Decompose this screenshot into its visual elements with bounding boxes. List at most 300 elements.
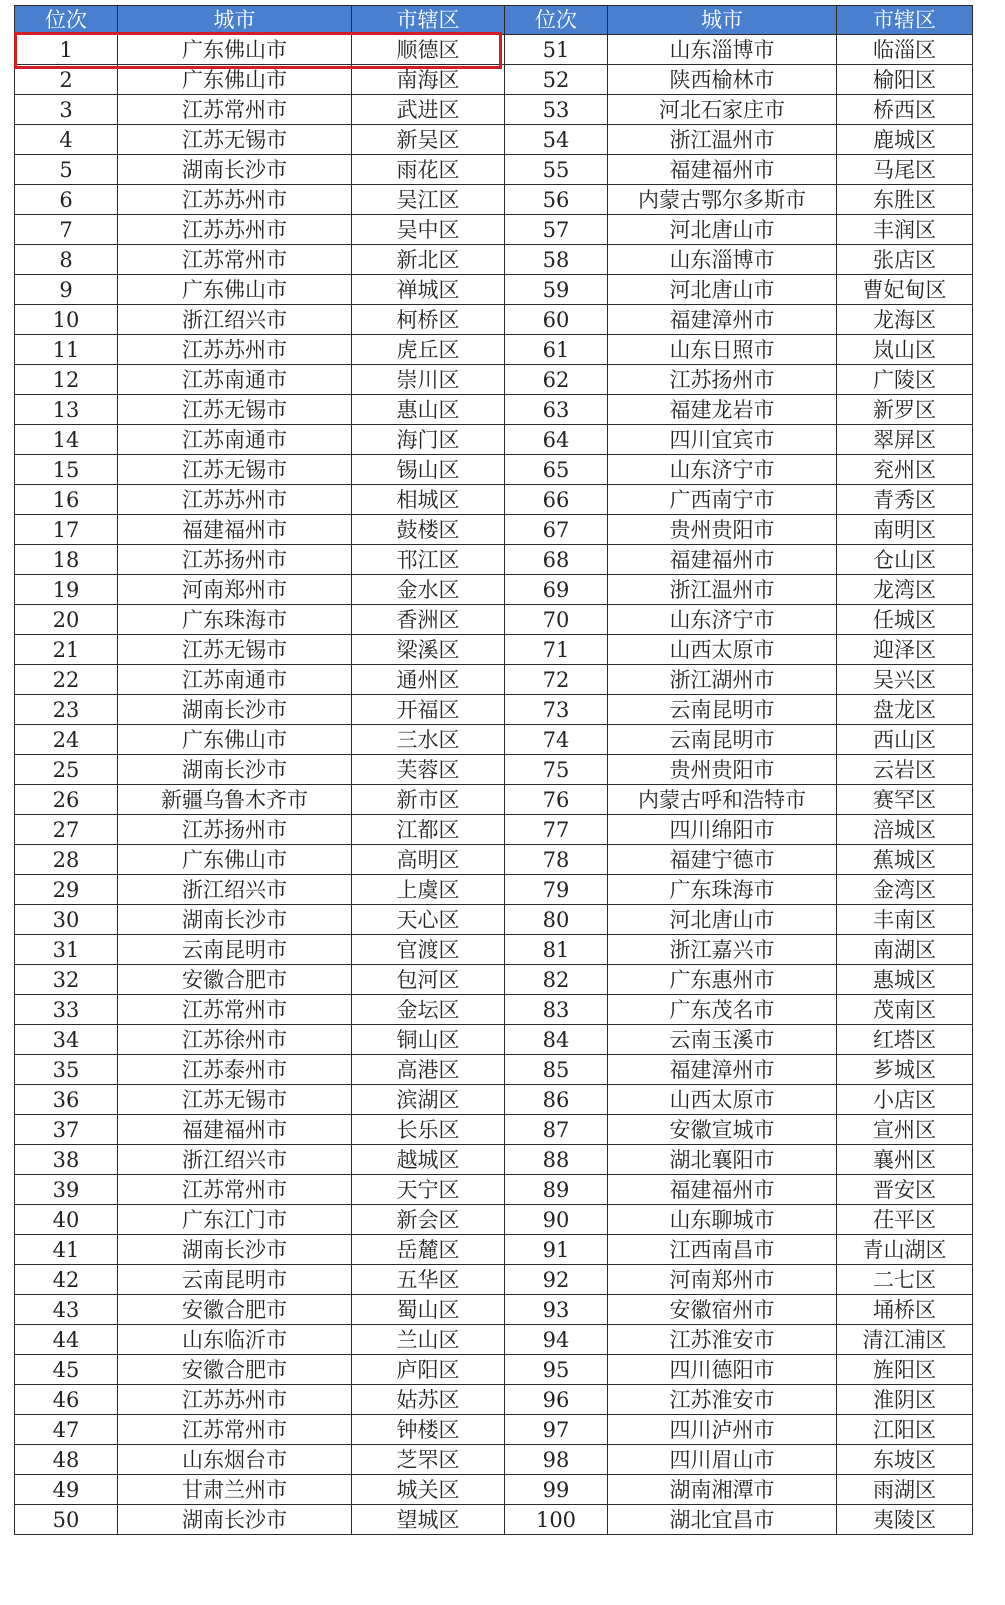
district-cell: 官渡区 <box>352 935 505 965</box>
rank-cell: 10 <box>15 305 118 335</box>
rank-cell: 92 <box>505 1265 608 1295</box>
rank-cell: 57 <box>505 215 608 245</box>
district-cell: 吴江区 <box>352 185 505 215</box>
district-cell: 金湾区 <box>837 875 973 905</box>
table-row <box>15 845 973 875</box>
rank-cell: 26 <box>15 785 118 815</box>
city-cell: 江苏徐州市 <box>118 1025 352 1055</box>
city-cell: 湖南长沙市 <box>118 695 352 725</box>
city-cell: 江苏常州市 <box>118 1175 352 1205</box>
district-cell: 天心区 <box>352 905 505 935</box>
district-cell: 东胜区 <box>837 185 973 215</box>
table-row <box>15 485 973 515</box>
city-cell: 福建福州市 <box>118 515 352 545</box>
rank-cell: 88 <box>505 1145 608 1175</box>
district-cell: 蕉城区 <box>837 845 973 875</box>
city-cell: 四川德阳市 <box>608 1355 837 1385</box>
district-cell: 任城区 <box>837 605 973 635</box>
district-cell: 兰山区 <box>352 1325 505 1355</box>
rank-cell: 64 <box>505 425 608 455</box>
rank-cell: 79 <box>505 875 608 905</box>
rank-cell: 44 <box>15 1325 118 1355</box>
rank-cell: 18 <box>15 545 118 575</box>
rank-cell: 52 <box>505 65 608 95</box>
rank-cell: 77 <box>505 815 608 845</box>
rank-cell: 5 <box>15 155 118 185</box>
rank-cell: 40 <box>15 1205 118 1235</box>
district-cell: 上虞区 <box>352 875 505 905</box>
rank-cell: 75 <box>505 755 608 785</box>
rank-cell: 91 <box>505 1235 608 1265</box>
city-cell: 广东佛山市 <box>118 725 352 755</box>
district-cell: 岳麓区 <box>352 1235 505 1265</box>
table-row <box>15 305 973 335</box>
header-district-left: 市辖区 <box>352 6 505 35</box>
rank-cell: 90 <box>505 1205 608 1235</box>
district-cell: 旌阳区 <box>837 1355 973 1385</box>
rank-cell: 50 <box>15 1505 118 1535</box>
city-cell: 四川宜宾市 <box>608 425 837 455</box>
district-cell: 包河区 <box>352 965 505 995</box>
district-cell: 新罗区 <box>837 395 973 425</box>
city-cell: 浙江嘉兴市 <box>608 935 837 965</box>
rank-cell: 68 <box>505 545 608 575</box>
district-cell: 吴兴区 <box>837 665 973 695</box>
city-cell: 广东惠州市 <box>608 965 837 995</box>
rank-cell: 1 <box>15 35 118 65</box>
city-cell: 广东茂名市 <box>608 995 837 1025</box>
district-cell: 天宁区 <box>352 1175 505 1205</box>
table-row <box>15 365 973 395</box>
rank-cell: 54 <box>505 125 608 155</box>
city-cell: 福建漳州市 <box>608 305 837 335</box>
table-row <box>15 1265 973 1295</box>
city-cell: 福建福州市 <box>608 1175 837 1205</box>
district-cell: 芝罘区 <box>352 1445 505 1475</box>
city-cell: 广西南宁市 <box>608 485 837 515</box>
rank-cell: 12 <box>15 365 118 395</box>
header-city-right: 城市 <box>608 6 837 35</box>
city-cell: 福建漳州市 <box>608 1055 837 1085</box>
rank-cell: 51 <box>505 35 608 65</box>
city-cell: 四川泸州市 <box>608 1415 837 1445</box>
header-rank-left: 位次 <box>15 6 118 35</box>
city-cell: 云南昆明市 <box>608 695 837 725</box>
district-cell: 锡山区 <box>352 455 505 485</box>
city-cell: 湖南长沙市 <box>118 155 352 185</box>
rank-cell: 81 <box>505 935 608 965</box>
city-cell: 江苏苏州市 <box>118 185 352 215</box>
city-cell: 江苏淮安市 <box>608 1325 837 1355</box>
rank-cell: 17 <box>15 515 118 545</box>
header-city-left: 城市 <box>118 6 352 35</box>
city-cell: 江苏常州市 <box>118 95 352 125</box>
city-cell: 福建福州市 <box>608 545 837 575</box>
header-row <box>15 6 973 35</box>
rank-cell: 99 <box>505 1475 608 1505</box>
district-cell: 五华区 <box>352 1265 505 1295</box>
city-cell: 广东佛山市 <box>118 845 352 875</box>
city-cell: 江苏无锡市 <box>118 125 352 155</box>
district-cell: 三水区 <box>352 725 505 755</box>
table-row <box>15 605 973 635</box>
city-cell: 江苏无锡市 <box>118 1085 352 1115</box>
city-cell: 江苏苏州市 <box>118 215 352 245</box>
table-row <box>15 785 973 815</box>
table-row <box>15 1175 973 1205</box>
rank-cell: 94 <box>505 1325 608 1355</box>
rank-cell: 8 <box>15 245 118 275</box>
district-cell: 榆阳区 <box>837 65 973 95</box>
district-cell: 二七区 <box>837 1265 973 1295</box>
rank-cell: 20 <box>15 605 118 635</box>
rank-cell: 3 <box>15 95 118 125</box>
district-cell: 清江浦区 <box>837 1325 973 1355</box>
district-cell: 雨花区 <box>352 155 505 185</box>
rank-cell: 98 <box>505 1445 608 1475</box>
city-cell: 江苏常州市 <box>118 995 352 1025</box>
district-cell: 盘龙区 <box>837 695 973 725</box>
district-cell: 金水区 <box>352 575 505 605</box>
district-cell: 香洲区 <box>352 605 505 635</box>
city-cell: 河北唐山市 <box>608 275 837 305</box>
district-cell: 南明区 <box>837 515 973 545</box>
district-cell: 滨湖区 <box>352 1085 505 1115</box>
district-cell: 赛罕区 <box>837 785 973 815</box>
table-header <box>15 6 973 35</box>
table-row <box>15 1475 973 1505</box>
rank-cell: 16 <box>15 485 118 515</box>
rank-cell: 22 <box>15 665 118 695</box>
rank-cell: 42 <box>15 1265 118 1295</box>
city-cell: 河南郑州市 <box>118 575 352 605</box>
district-cell: 晋安区 <box>837 1175 973 1205</box>
table-row <box>15 1145 973 1175</box>
city-cell: 福建福州市 <box>608 155 837 185</box>
table-row <box>15 95 973 125</box>
rank-cell: 87 <box>505 1115 608 1145</box>
district-cell: 鼓楼区 <box>352 515 505 545</box>
table-row <box>15 395 973 425</box>
district-cell: 通州区 <box>352 665 505 695</box>
city-cell: 河北唐山市 <box>608 215 837 245</box>
rank-cell: 53 <box>505 95 608 125</box>
rank-cell: 34 <box>15 1025 118 1055</box>
table-row <box>15 1205 973 1235</box>
city-cell: 新疆乌鲁木齐市 <box>118 785 352 815</box>
district-cell: 岚山区 <box>837 335 973 365</box>
city-cell: 河北唐山市 <box>608 905 837 935</box>
rank-cell: 36 <box>15 1085 118 1115</box>
district-cell: 江都区 <box>352 815 505 845</box>
city-cell: 江苏扬州市 <box>118 545 352 575</box>
rank-cell: 76 <box>505 785 608 815</box>
district-cell: 铜山区 <box>352 1025 505 1055</box>
table-row <box>15 1325 973 1355</box>
city-cell: 江苏淮安市 <box>608 1385 837 1415</box>
district-cell: 龙海区 <box>837 305 973 335</box>
city-cell: 云南昆明市 <box>608 725 837 755</box>
city-cell: 山东济宁市 <box>608 605 837 635</box>
table-row <box>15 545 973 575</box>
city-cell: 江苏扬州市 <box>118 815 352 845</box>
rank-cell: 65 <box>505 455 608 485</box>
rank-cell: 46 <box>15 1385 118 1415</box>
district-cell: 夷陵区 <box>837 1505 973 1535</box>
district-cell: 丰南区 <box>837 905 973 935</box>
rank-cell: 58 <box>505 245 608 275</box>
table-row <box>15 125 973 155</box>
district-cell: 新北区 <box>352 245 505 275</box>
district-cell: 红塔区 <box>837 1025 973 1055</box>
rank-cell: 14 <box>15 425 118 455</box>
rank-cell: 84 <box>505 1025 608 1055</box>
rank-cell: 67 <box>505 515 608 545</box>
district-cell: 城关区 <box>352 1475 505 1505</box>
table-row <box>15 995 973 1025</box>
rank-cell: 25 <box>15 755 118 785</box>
district-cell: 武进区 <box>352 95 505 125</box>
rank-cell: 15 <box>15 455 118 485</box>
table-row <box>15 1445 973 1475</box>
city-cell: 江苏无锡市 <box>118 635 352 665</box>
rank-cell: 72 <box>505 665 608 695</box>
rank-cell: 11 <box>15 335 118 365</box>
rank-cell: 37 <box>15 1115 118 1145</box>
table-row <box>15 1355 973 1385</box>
rank-cell: 97 <box>505 1415 608 1445</box>
header-district-right: 市辖区 <box>837 6 973 35</box>
city-cell: 山西太原市 <box>608 635 837 665</box>
table-row <box>15 635 973 665</box>
district-cell: 江阳区 <box>837 1415 973 1445</box>
district-cell: 临淄区 <box>837 35 973 65</box>
table-row <box>15 455 973 485</box>
city-cell: 云南昆明市 <box>118 1265 352 1295</box>
city-cell: 广东珠海市 <box>118 605 352 635</box>
district-cell: 惠城区 <box>837 965 973 995</box>
district-cell: 埇桥区 <box>837 1295 973 1325</box>
rank-cell: 29 <box>15 875 118 905</box>
rank-cell: 60 <box>505 305 608 335</box>
table-row <box>15 425 973 455</box>
city-cell: 山东济宁市 <box>608 455 837 485</box>
rank-cell: 95 <box>505 1355 608 1385</box>
district-cell: 蜀山区 <box>352 1295 505 1325</box>
district-cell: 望城区 <box>352 1505 505 1535</box>
city-cell: 浙江绍兴市 <box>118 305 352 335</box>
city-cell: 江苏无锡市 <box>118 455 352 485</box>
table-row <box>15 935 973 965</box>
rank-cell: 74 <box>505 725 608 755</box>
city-cell: 内蒙古呼和浩特市 <box>608 785 837 815</box>
district-cell: 姑苏区 <box>352 1385 505 1415</box>
table-row <box>15 335 973 365</box>
rank-cell: 7 <box>15 215 118 245</box>
rank-cell: 45 <box>15 1355 118 1385</box>
city-cell: 江苏扬州市 <box>608 365 837 395</box>
rank-cell: 96 <box>505 1385 608 1415</box>
city-cell: 福建宁德市 <box>608 845 837 875</box>
city-cell: 河南郑州市 <box>608 1265 837 1295</box>
city-cell: 湖南长沙市 <box>118 1235 352 1265</box>
district-cell: 开福区 <box>352 695 505 725</box>
city-cell: 安徽合肥市 <box>118 1295 352 1325</box>
city-cell: 广东珠海市 <box>608 875 837 905</box>
district-cell: 新市区 <box>352 785 505 815</box>
rank-cell: 70 <box>505 605 608 635</box>
district-cell: 迎泽区 <box>837 635 973 665</box>
city-cell: 广东佛山市 <box>118 35 352 65</box>
district-cell: 虎丘区 <box>352 335 505 365</box>
city-cell: 浙江绍兴市 <box>118 875 352 905</box>
table-row <box>15 965 973 995</box>
rank-cell: 31 <box>15 935 118 965</box>
rank-cell: 82 <box>505 965 608 995</box>
city-cell: 广东江门市 <box>118 1205 352 1235</box>
city-cell: 江苏南通市 <box>118 365 352 395</box>
city-cell: 贵州贵阳市 <box>608 515 837 545</box>
city-cell: 江苏泰州市 <box>118 1055 352 1085</box>
rank-cell: 24 <box>15 725 118 755</box>
district-cell: 西山区 <box>837 725 973 755</box>
district-cell: 相城区 <box>352 485 505 515</box>
rank-cell: 89 <box>505 1175 608 1205</box>
rank-cell: 71 <box>505 635 608 665</box>
table-row <box>15 815 973 845</box>
table-row <box>15 1415 973 1445</box>
table-row <box>15 1505 973 1535</box>
district-cell: 马尾区 <box>837 155 973 185</box>
district-cell: 芙蓉区 <box>352 755 505 785</box>
table-row <box>15 1115 973 1145</box>
district-cell: 云岩区 <box>837 755 973 785</box>
district-cell: 茂南区 <box>837 995 973 1025</box>
district-cell: 惠山区 <box>352 395 505 425</box>
city-cell: 山东烟台市 <box>118 1445 352 1475</box>
city-cell: 湖南湘潭市 <box>608 1475 837 1505</box>
city-cell: 安徽合肥市 <box>118 965 352 995</box>
city-cell: 山东淄博市 <box>608 245 837 275</box>
district-cell: 宣州区 <box>837 1115 973 1145</box>
district-cell: 禅城区 <box>352 275 505 305</box>
district-cell: 新会区 <box>352 1205 505 1235</box>
district-cell: 顺德区 <box>352 35 505 65</box>
rank-cell: 69 <box>505 575 608 605</box>
rank-cell: 2 <box>15 65 118 95</box>
table-row <box>15 1055 973 1085</box>
table-row <box>15 905 973 935</box>
city-cell: 贵州贵阳市 <box>608 755 837 785</box>
city-cell: 江苏苏州市 <box>118 1385 352 1415</box>
district-cell: 南海区 <box>352 65 505 95</box>
district-cell: 丰润区 <box>837 215 973 245</box>
city-cell: 河北石家庄市 <box>608 95 837 125</box>
rank-cell: 78 <box>505 845 608 875</box>
city-cell: 江苏苏州市 <box>118 335 352 365</box>
district-cell: 庐阳区 <box>352 1355 505 1385</box>
city-cell: 四川眉山市 <box>608 1445 837 1475</box>
rank-cell: 62 <box>505 365 608 395</box>
rank-cell: 9 <box>15 275 118 305</box>
district-cell: 淮阴区 <box>837 1385 973 1415</box>
rank-cell: 100 <box>505 1505 608 1535</box>
district-cell: 襄州区 <box>837 1145 973 1175</box>
district-cell: 兖州区 <box>837 455 973 485</box>
table-row <box>15 155 973 185</box>
table-row <box>15 875 973 905</box>
rank-cell: 28 <box>15 845 118 875</box>
city-cell: 江苏常州市 <box>118 245 352 275</box>
rank-cell: 23 <box>15 695 118 725</box>
district-cell: 柯桥区 <box>352 305 505 335</box>
city-cell: 江苏南通市 <box>118 665 352 695</box>
district-cell: 龙湾区 <box>837 575 973 605</box>
district-cell: 钟楼区 <box>352 1415 505 1445</box>
table-row <box>15 1025 973 1055</box>
city-cell: 内蒙古鄂尔多斯市 <box>608 185 837 215</box>
table-row <box>15 275 973 305</box>
city-cell: 山西太原市 <box>608 1085 837 1115</box>
rank-cell: 73 <box>505 695 608 725</box>
table-row <box>15 515 973 545</box>
table-row <box>15 725 973 755</box>
rank-cell: 85 <box>505 1055 608 1085</box>
district-cell: 鹿城区 <box>837 125 973 155</box>
city-cell: 江苏常州市 <box>118 1415 352 1445</box>
district-cell: 翠屏区 <box>837 425 973 455</box>
district-cell: 曹妃甸区 <box>837 275 973 305</box>
rank-cell: 48 <box>15 1445 118 1475</box>
city-cell: 湖南长沙市 <box>118 1505 352 1535</box>
table-row <box>15 575 973 605</box>
table-row <box>15 65 973 95</box>
district-cell: 涪城区 <box>837 815 973 845</box>
district-cell: 南湖区 <box>837 935 973 965</box>
district-cell: 长乐区 <box>352 1115 505 1145</box>
rank-cell: 32 <box>15 965 118 995</box>
rank-cell: 56 <box>505 185 608 215</box>
city-cell: 浙江湖州市 <box>608 665 837 695</box>
table-body <box>15 35 973 1535</box>
district-cell: 高明区 <box>352 845 505 875</box>
rank-cell: 59 <box>505 275 608 305</box>
table-row <box>15 1295 973 1325</box>
city-cell: 安徽宣城市 <box>608 1115 837 1145</box>
city-cell: 陕西榆林市 <box>608 65 837 95</box>
district-cell: 仓山区 <box>837 545 973 575</box>
table-row <box>15 1235 973 1265</box>
district-ranking-table <box>14 5 973 1535</box>
rank-cell: 41 <box>15 1235 118 1265</box>
city-cell: 山东临沂市 <box>118 1325 352 1355</box>
district-cell: 新吴区 <box>352 125 505 155</box>
city-cell: 江西南昌市 <box>608 1235 837 1265</box>
rank-cell: 39 <box>15 1175 118 1205</box>
table-row <box>15 245 973 275</box>
city-cell: 福建龙岩市 <box>608 395 837 425</box>
rank-cell: 35 <box>15 1055 118 1085</box>
table-row <box>15 1085 973 1115</box>
table-row <box>15 755 973 785</box>
rank-cell: 43 <box>15 1295 118 1325</box>
district-cell: 金坛区 <box>352 995 505 1025</box>
rank-cell: 6 <box>15 185 118 215</box>
table-row <box>15 215 973 245</box>
city-cell: 湖南长沙市 <box>118 755 352 785</box>
district-cell: 越城区 <box>352 1145 505 1175</box>
district-cell: 茌平区 <box>837 1205 973 1235</box>
